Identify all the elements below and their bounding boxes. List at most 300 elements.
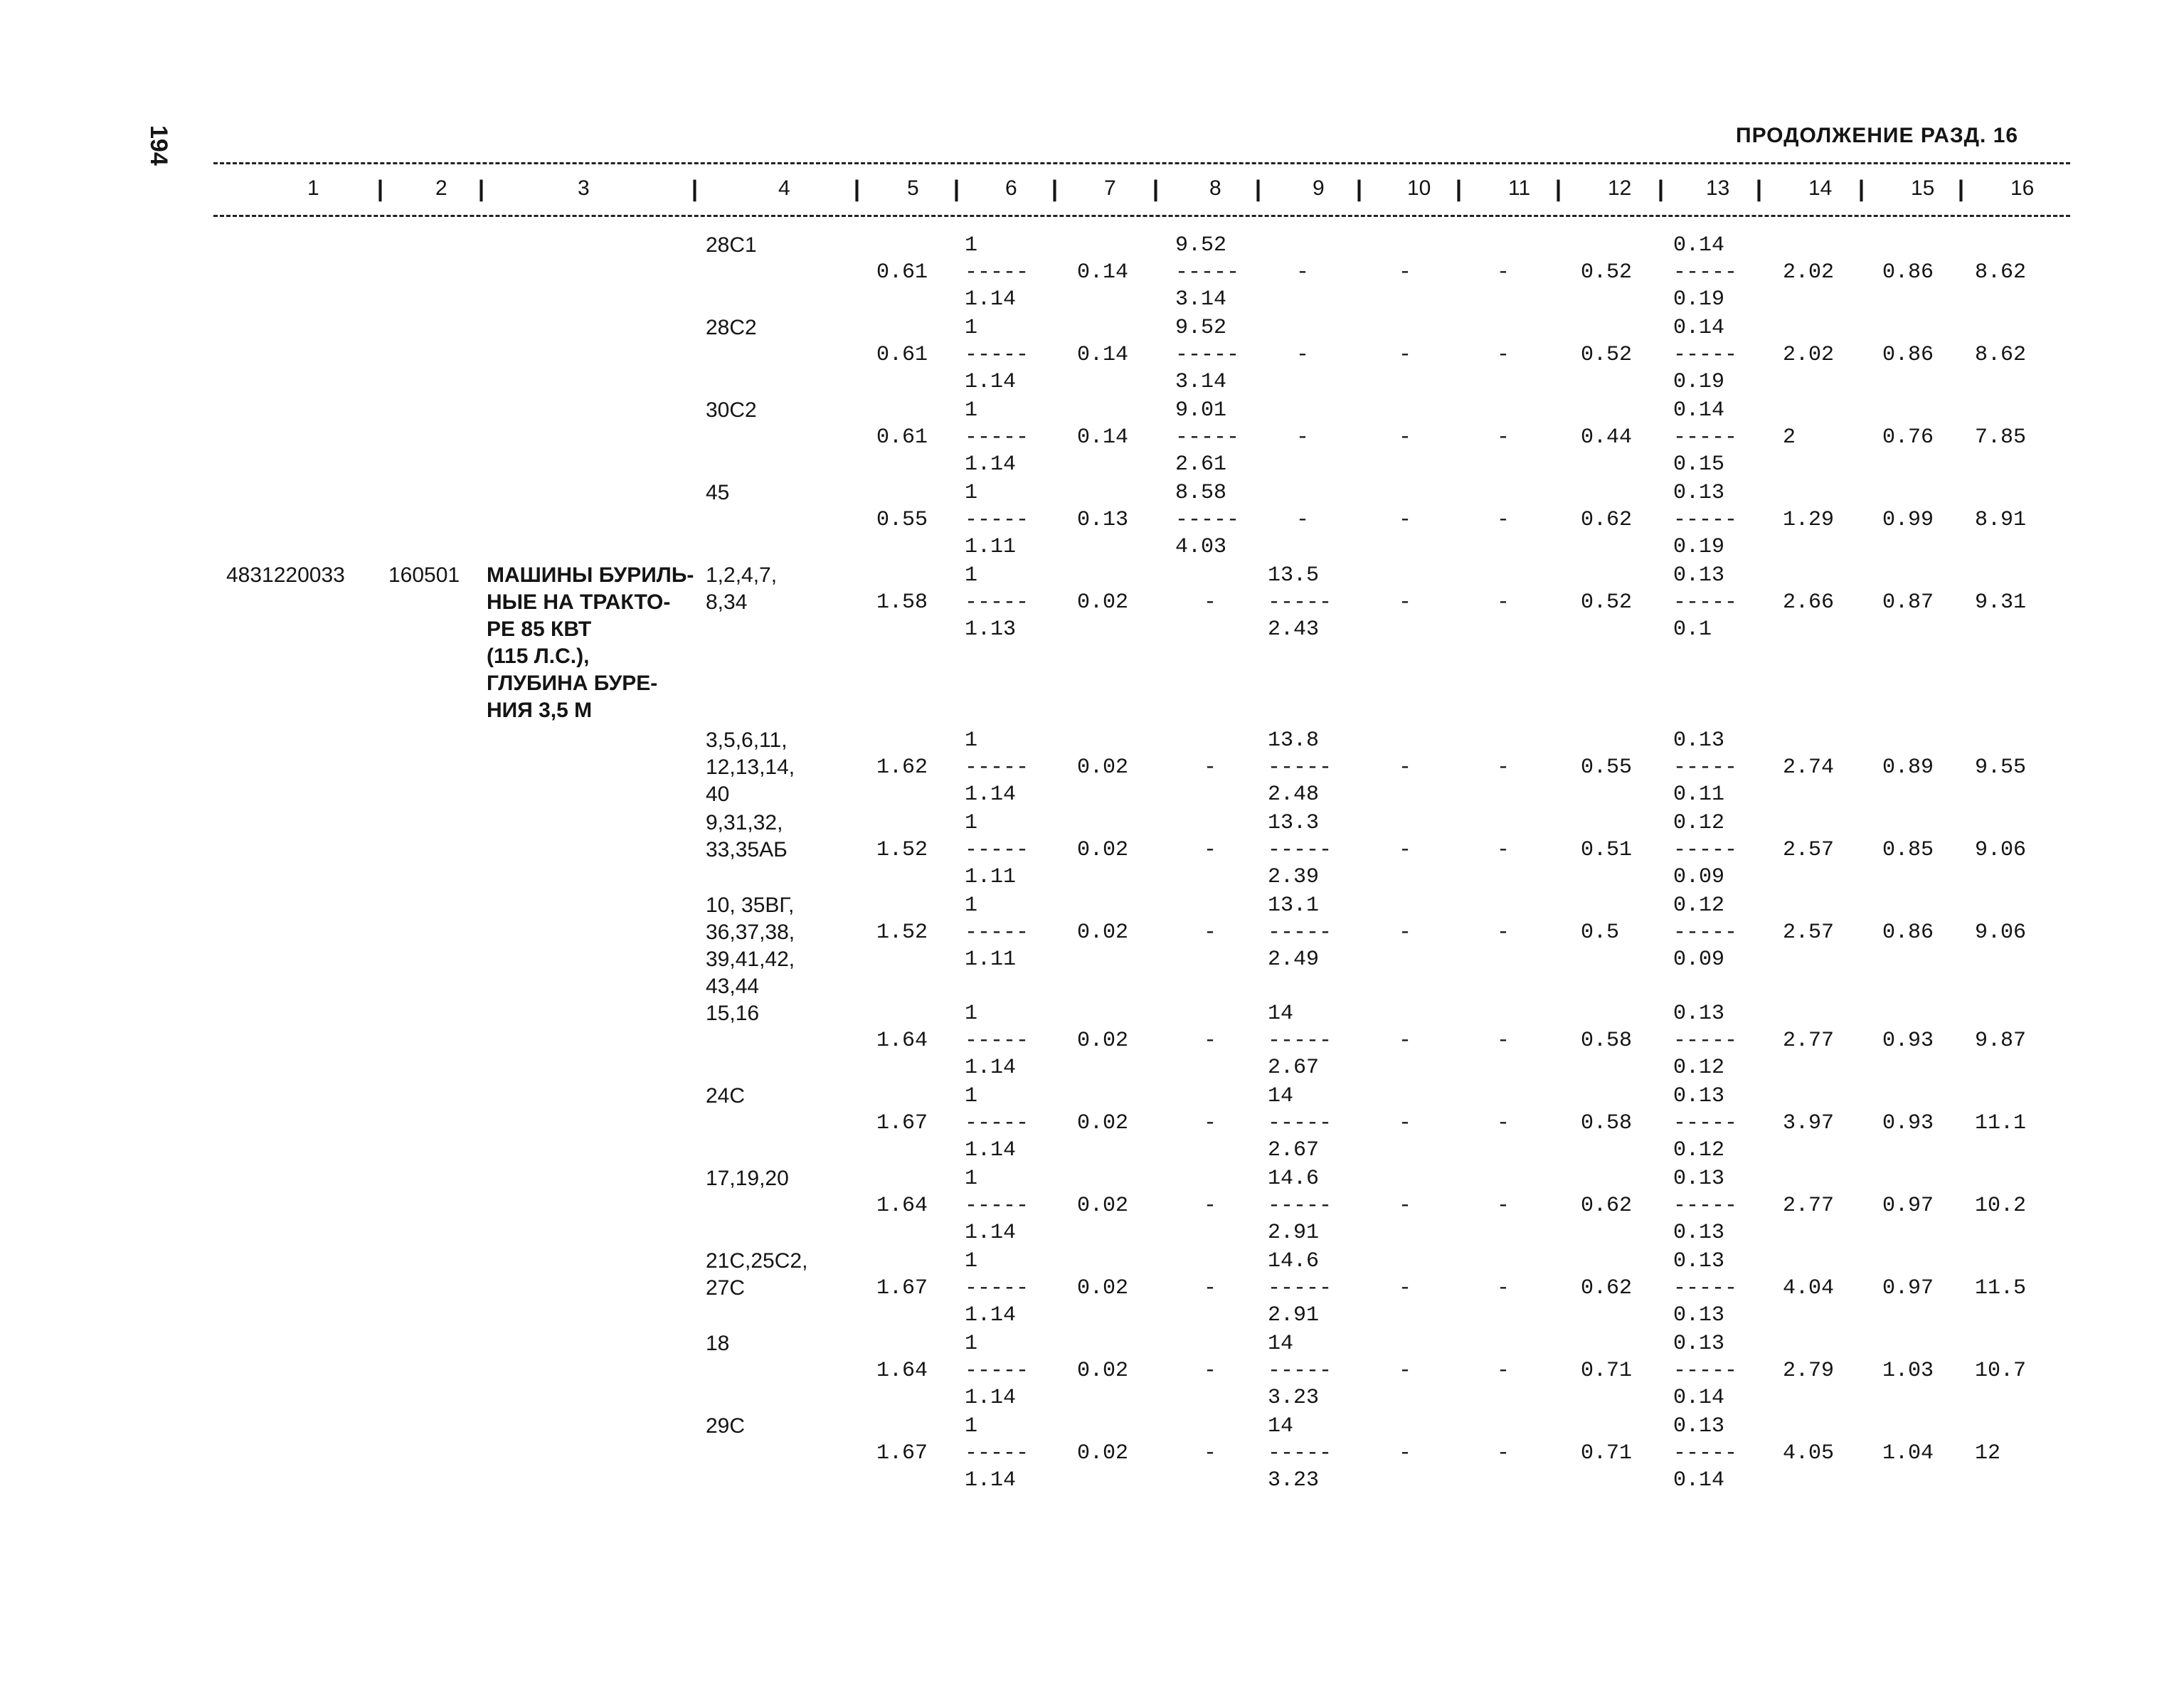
- cell-col9-fraction: 14.6: [1268, 1167, 1320, 1191]
- cell-col13-fraction: -----: [1673, 1194, 1738, 1218]
- cell-col6-fraction: 1: [965, 233, 978, 258]
- cell-col9-fraction: 2.67: [1268, 1138, 1320, 1162]
- cell-col13-fraction: 0.12: [1673, 893, 1725, 918]
- cell-col10: -: [1399, 921, 1412, 945]
- header-col-9: 9: [1313, 176, 1325, 200]
- cell-col8-fraction: -----: [1175, 425, 1240, 450]
- cell-machine-ref: 28С2: [706, 316, 757, 339]
- cell-machine-ref: 45: [706, 481, 730, 504]
- cell-col9-fraction: 14: [1268, 1332, 1294, 1356]
- cell-col13-fraction: 0.19: [1673, 535, 1725, 559]
- cell-col9-fraction: 13.8: [1268, 728, 1320, 753]
- cell-col13-fraction: -----: [1673, 1276, 1738, 1300]
- cell-col6-fraction: -----: [965, 343, 1029, 367]
- cell-col9-fraction: -----: [1268, 755, 1332, 780]
- cell-col6-fraction: -----: [965, 838, 1029, 862]
- continuation-title: ПРОДОЛЖЕНИЕ РАЗД. 16: [1736, 124, 2019, 147]
- cell-col15: 0.93: [1882, 1111, 1934, 1135]
- cell-col13-fraction: 0.13: [1673, 728, 1725, 753]
- cell-col8-fraction: -----: [1175, 508, 1240, 532]
- cell-col13-fraction: 0.13: [1673, 563, 1725, 588]
- cell-col6-fraction: 1.14: [965, 1221, 1017, 1245]
- header-col-13: 13: [1706, 176, 1730, 200]
- cell-col6-fraction: 1.14: [965, 783, 1017, 807]
- cell-col14: 2.02: [1783, 343, 1835, 367]
- cell-col11: -: [1497, 260, 1510, 285]
- header-bottom-rule: [213, 215, 2070, 217]
- cell-machine-ref: 21С,25С2,: [706, 1249, 808, 1273]
- cell-col6-fraction: 1: [965, 563, 978, 588]
- cell-machine-ref: 18: [706, 1332, 730, 1355]
- cell-col13-fraction: 0.13: [1673, 1002, 1725, 1026]
- cell-col13-fraction: 0.13: [1673, 1414, 1725, 1438]
- cell-machine-ref: 1,2,4,7,: [706, 563, 778, 587]
- cell-col7: 0.13: [1077, 508, 1129, 532]
- cell-col8-fraction: -----: [1175, 260, 1240, 285]
- cell-col6-fraction: 1: [965, 728, 978, 753]
- cell-col8-fraction: -----: [1175, 343, 1240, 367]
- cell-col11: -: [1497, 590, 1510, 615]
- cell-col13-fraction: -----: [1673, 1441, 1738, 1465]
- cell-col13-fraction: 0.14: [1673, 1386, 1725, 1410]
- cell-col9-fraction: -----: [1268, 1029, 1332, 1053]
- cell-col13-fraction: 0.13: [1673, 1221, 1725, 1245]
- cell-col8-fraction: -: [1204, 590, 1217, 615]
- cell-col6-fraction: 1.11: [965, 865, 1017, 889]
- page-number: 194: [145, 125, 172, 166]
- cell-col5: 1.67: [876, 1276, 928, 1300]
- cell-col11: -: [1497, 1194, 1510, 1218]
- header-separator: |: [1051, 176, 1058, 201]
- cell-col6-fraction: 1: [965, 1167, 978, 1191]
- cell-col15: 0.86: [1882, 921, 1934, 945]
- cell-col11: -: [1497, 755, 1510, 780]
- cell-col15: 0.93: [1882, 1029, 1934, 1053]
- cell-col8-fraction: 9.52: [1175, 316, 1227, 340]
- cell-col10: -: [1399, 260, 1412, 285]
- cell-col5: 1.64: [876, 1029, 928, 1053]
- cell-col13-fraction: -----: [1673, 1029, 1738, 1053]
- cell-col6-fraction: 1.14: [965, 287, 1017, 312]
- header-top-rule: [213, 162, 2070, 164]
- cell-col13-fraction: 0.15: [1673, 452, 1725, 477]
- cell-col9-fraction: -----: [1268, 1111, 1332, 1135]
- cell-machine-ref: 24С: [706, 1084, 746, 1108]
- cell-col13-fraction: 0.13: [1673, 1303, 1725, 1327]
- cell-col9-fraction: 13.5: [1268, 563, 1320, 588]
- cell-col16: 8.62: [1975, 260, 2027, 285]
- cell-col13-fraction: -----: [1673, 1359, 1738, 1383]
- cell-col14: 2.77: [1783, 1194, 1835, 1218]
- cell-col9-fraction: 14: [1268, 1084, 1294, 1108]
- cell-col12: 0.62: [1581, 1194, 1633, 1218]
- cell-col6-fraction: 1.14: [965, 1138, 1017, 1162]
- cell-machine-ref: 29С: [706, 1414, 746, 1438]
- cell-col15: 0.97: [1882, 1194, 1934, 1218]
- cell-col12: 0.58: [1581, 1029, 1633, 1053]
- cell-col8-fraction: -: [1204, 1111, 1217, 1135]
- header-col-3: 3: [578, 176, 590, 200]
- cell-col12: 0.52: [1581, 590, 1633, 615]
- cell-col7: 0.02: [1077, 1194, 1129, 1218]
- cell-col16: 10.7: [1975, 1359, 2027, 1383]
- cell-col6-fraction: -----: [965, 425, 1029, 450]
- cell-col8-fraction: -: [1204, 755, 1217, 780]
- cell-col6-fraction: -----: [965, 260, 1029, 285]
- cell-col6-fraction: 1.14: [965, 1468, 1017, 1492]
- cell-col16: 9.06: [1975, 921, 2027, 945]
- cell-col6-fraction: 1.14: [965, 1303, 1017, 1327]
- header-separator: |: [1255, 176, 1261, 201]
- cell-col9-fraction: 2.39: [1268, 865, 1320, 889]
- cell-machine-ref: 3,5,6,11,: [706, 728, 788, 752]
- cell-col7: 0.02: [1077, 838, 1129, 862]
- cell-machine-ref: 33,35АБ: [706, 838, 788, 861]
- cell-col11: -: [1497, 838, 1510, 862]
- cell-col16: 9.06: [1975, 838, 2027, 862]
- description-line: РЕ 85 КВТ: [487, 617, 592, 641]
- cell-col5: 1.64: [876, 1359, 928, 1383]
- cell-col9-fraction: 3.23: [1268, 1468, 1320, 1492]
- cell-col13-fraction: -----: [1673, 260, 1738, 285]
- cell-col6-fraction: -----: [965, 1359, 1029, 1383]
- cell-col6-fraction: 1.14: [965, 370, 1017, 394]
- cell-col11: -: [1497, 425, 1510, 450]
- header-col-16: 16: [2010, 176, 2035, 200]
- cell-col13-fraction: -----: [1673, 425, 1738, 450]
- cell-col6-fraction: -----: [965, 755, 1029, 780]
- cell-col14: 2.02: [1783, 260, 1835, 285]
- header-col-8: 8: [1209, 176, 1221, 200]
- cell-col13-fraction: 0.13: [1673, 481, 1725, 505]
- header-separator: |: [1555, 176, 1562, 201]
- cell-col9-fraction: -----: [1268, 921, 1332, 945]
- cell-col15: 0.97: [1882, 1276, 1934, 1300]
- cell-col7: 0.02: [1077, 755, 1129, 780]
- cell-col10: -: [1399, 343, 1412, 367]
- cell-col13-fraction: 0.12: [1673, 1056, 1725, 1080]
- cell-col6-fraction: -----: [965, 508, 1029, 532]
- header-separator: |: [1756, 176, 1762, 201]
- cell-col13-fraction: -----: [1673, 343, 1738, 367]
- cell-col5: 1.52: [876, 838, 928, 862]
- cell-col9-fraction: -: [1296, 508, 1310, 532]
- cell-col5: 1.58: [876, 590, 928, 615]
- cell-machine-ref: 9,31,32,: [706, 811, 783, 834]
- cell-col6-fraction: -----: [965, 1441, 1029, 1465]
- cell-col14: 2: [1783, 425, 1796, 450]
- cell-col14: 2.74: [1783, 755, 1835, 780]
- cell-col11: -: [1497, 1359, 1510, 1383]
- description-line: (115 Л.С.),: [487, 645, 590, 668]
- cell-col8-fraction: -: [1204, 838, 1217, 862]
- header-col-14: 14: [1808, 176, 1833, 200]
- cell-col14: 3.97: [1783, 1111, 1835, 1135]
- cell-col13-fraction: -----: [1673, 755, 1738, 780]
- cell-col13-fraction: -----: [1673, 1111, 1738, 1135]
- cell-col6-fraction: 1: [965, 1084, 978, 1108]
- cell-col8-fraction: 9.01: [1175, 398, 1227, 423]
- cell-col16: 7.85: [1975, 425, 2027, 450]
- cell-col10: -: [1399, 1276, 1412, 1300]
- cell-col16: 11.5: [1975, 1276, 2027, 1300]
- cell-col6-fraction: 1.11: [965, 948, 1017, 972]
- cell-col9-fraction: -----: [1268, 1194, 1332, 1218]
- header-col-12: 12: [1608, 176, 1632, 200]
- cell-col15: 0.87: [1882, 590, 1934, 615]
- cell-col13-fraction: 0.09: [1673, 948, 1725, 972]
- cell-col13-fraction: 0.12: [1673, 1138, 1725, 1162]
- cell-col15: 1.03: [1882, 1359, 1934, 1383]
- cell-col6-fraction: -----: [965, 1029, 1029, 1053]
- cell-col9-fraction: -: [1296, 343, 1310, 367]
- cell-col6-fraction: 1: [965, 481, 978, 505]
- cell-col7: 0.02: [1077, 921, 1129, 945]
- cell-col8-fraction: -: [1204, 921, 1217, 945]
- cell-machine-ref: 43,44: [706, 975, 760, 998]
- cell-col9-fraction: 2.43: [1268, 617, 1320, 642]
- cell-col14: 4.05: [1783, 1441, 1835, 1465]
- cell-col14: 2.77: [1783, 1029, 1835, 1053]
- cell-col15: 0.86: [1882, 260, 1934, 285]
- cell-col13-fraction: 0.14: [1673, 316, 1725, 340]
- cell-col11: -: [1497, 343, 1510, 367]
- cell-col12: 0.52: [1581, 343, 1633, 367]
- cell-col7: 0.02: [1077, 1111, 1129, 1135]
- cell-col10: -: [1399, 1194, 1412, 1218]
- cell-col9-fraction: 3.23: [1268, 1386, 1320, 1410]
- cell-col16: 9.55: [1975, 755, 2027, 780]
- cell-col6-fraction: 1: [965, 1414, 978, 1438]
- header-separator: |: [1658, 176, 1664, 201]
- cell-col15: 0.86: [1882, 343, 1934, 367]
- cell-col13-fraction: 0.14: [1673, 1468, 1725, 1492]
- cell-col12: 0.55: [1581, 755, 1633, 780]
- cell-col9-fraction: 14: [1268, 1002, 1294, 1026]
- cell-col9-fraction: 2.49: [1268, 948, 1320, 972]
- cell-col10: -: [1399, 1029, 1412, 1053]
- cell-col6-fraction: 1: [965, 893, 978, 918]
- cell-col7: 0.14: [1077, 425, 1129, 450]
- cell-col5: 0.61: [876, 343, 928, 367]
- cell-machine-ref: 15,16: [706, 1002, 760, 1025]
- cell-col7: 0.02: [1077, 1276, 1129, 1300]
- cell-col12: 0.58: [1581, 1111, 1633, 1135]
- cell-col7: 0.02: [1077, 590, 1129, 615]
- cell-machine-ref: 39,41,42,: [706, 948, 795, 971]
- header-separator: |: [1858, 176, 1865, 201]
- cell-col10: -: [1399, 755, 1412, 780]
- cell-col6-fraction: 1: [965, 1249, 978, 1273]
- cell-machine-ref: 10, 35ВГ,: [706, 893, 795, 917]
- cell-col5: 1.64: [876, 1194, 928, 1218]
- cell-col8-fraction: -: [1204, 1359, 1217, 1383]
- cell-col9-fraction: 2.91: [1268, 1303, 1320, 1327]
- cell-col5: 1.62: [876, 755, 928, 780]
- cell-col15: 0.76: [1882, 425, 1934, 450]
- cell-col12: 0.71: [1581, 1441, 1633, 1465]
- header-col-7: 7: [1104, 176, 1116, 200]
- cell-col15: 1.04: [1882, 1441, 1934, 1465]
- cell-col6-fraction: 1.14: [965, 1386, 1017, 1410]
- cell-col6-fraction: 1: [965, 1332, 978, 1356]
- cell-machine-ref: 40: [706, 783, 730, 806]
- cell-col8-fraction: -: [1204, 1194, 1217, 1218]
- cell-col12: 0.5: [1581, 921, 1620, 945]
- cell-col9-fraction: 2.91: [1268, 1221, 1320, 1245]
- cell-col6-fraction: 1: [965, 316, 978, 340]
- resource-code: 160501: [388, 563, 460, 587]
- cell-col10: -: [1399, 425, 1412, 450]
- cell-col5: 0.61: [876, 425, 928, 450]
- cell-col14: 4.04: [1783, 1276, 1835, 1300]
- cell-col13-fraction: -----: [1673, 921, 1738, 945]
- cell-col15: 0.85: [1882, 838, 1934, 862]
- cell-col10: -: [1399, 1359, 1412, 1383]
- cell-col16: 8.62: [1975, 343, 2027, 367]
- cell-col11: -: [1497, 508, 1510, 532]
- cell-col15: 0.89: [1882, 755, 1934, 780]
- description-line: НИЯ 3,5 М: [487, 699, 593, 722]
- product-code: 4831220033: [226, 563, 345, 587]
- cell-col13-fraction: 0.13: [1673, 1249, 1725, 1273]
- cell-col14: 1.29: [1783, 508, 1835, 532]
- cell-machine-ref: 30С2: [706, 398, 757, 422]
- cell-col6-fraction: 1: [965, 398, 978, 423]
- cell-col9-fraction: 13.3: [1268, 811, 1320, 835]
- cell-col13-fraction: 0.13: [1673, 1084, 1725, 1108]
- cell-machine-ref: 28С1: [706, 233, 757, 257]
- cell-col9-fraction: 2.48: [1268, 783, 1320, 807]
- cell-col16: 12: [1975, 1441, 2001, 1465]
- cell-col14: 2.57: [1783, 838, 1835, 862]
- cell-col8-fraction: 3.14: [1175, 370, 1227, 394]
- header-separator: |: [691, 176, 698, 201]
- cell-col6-fraction: -----: [965, 1276, 1029, 1300]
- header-col-6: 6: [1005, 176, 1017, 200]
- cell-col13-fraction: 0.14: [1673, 233, 1725, 258]
- cell-col7: 0.02: [1077, 1359, 1129, 1383]
- cell-col13-fraction: 0.19: [1673, 287, 1725, 312]
- header-col-2: 2: [435, 176, 447, 200]
- cell-col9-fraction: -----: [1268, 838, 1332, 862]
- cell-col14: 2.66: [1783, 590, 1835, 615]
- cell-col6-fraction: -----: [965, 590, 1029, 615]
- cell-col12: 0.44: [1581, 425, 1633, 450]
- cell-col16: 8.91: [1975, 508, 2027, 532]
- cell-col13-fraction: 0.11: [1673, 783, 1725, 807]
- cell-col8-fraction: 9.52: [1175, 233, 1227, 258]
- cell-col10: -: [1399, 1441, 1412, 1465]
- cell-col13-fraction: 0.13: [1673, 1167, 1725, 1191]
- cell-col6-fraction: 1.11: [965, 535, 1017, 559]
- header-separator: |: [377, 176, 383, 201]
- cell-col8-fraction: -: [1204, 1276, 1217, 1300]
- cell-col7: 0.02: [1077, 1441, 1129, 1465]
- cell-col13-fraction: 0.1: [1673, 617, 1712, 642]
- cell-machine-ref: 8,34: [706, 590, 748, 614]
- cell-col13-fraction: -----: [1673, 590, 1738, 615]
- cell-col9-fraction: -----: [1268, 1276, 1332, 1300]
- cell-col11: -: [1497, 1276, 1510, 1300]
- header-col-15: 15: [1911, 176, 1935, 200]
- cell-col10: -: [1399, 1111, 1412, 1135]
- cell-col16: 9.31: [1975, 590, 2027, 615]
- cell-col9-fraction: 2.67: [1268, 1056, 1320, 1080]
- cell-col5: 0.61: [876, 260, 928, 285]
- cell-col7: 0.14: [1077, 343, 1129, 367]
- cell-col5: 1.67: [876, 1441, 928, 1465]
- cell-col12: 0.62: [1581, 1276, 1633, 1300]
- header-col-11: 11: [1508, 176, 1531, 200]
- cell-col13-fraction: -----: [1673, 508, 1738, 532]
- cell-col13-fraction: 0.13: [1673, 1332, 1725, 1356]
- cell-col15: 0.99: [1882, 508, 1934, 532]
- cell-col8-fraction: 8.58: [1175, 481, 1227, 505]
- cell-col10: -: [1399, 590, 1412, 615]
- cell-col13-fraction: 0.09: [1673, 865, 1725, 889]
- cell-col13-fraction: -----: [1673, 838, 1738, 862]
- header-col-1: 1: [307, 176, 319, 200]
- cell-col8-fraction: 4.03: [1175, 535, 1227, 559]
- cell-col12: 0.71: [1581, 1359, 1633, 1383]
- cell-col8-fraction: 3.14: [1175, 287, 1227, 312]
- description-line: МАШИНЫ БУРИЛЬ-: [487, 563, 694, 587]
- cell-col14: 2.79: [1783, 1359, 1835, 1383]
- cell-machine-ref: 12,13,14,: [706, 755, 795, 779]
- cell-col11: -: [1497, 921, 1510, 945]
- header-separator: |: [1958, 176, 1964, 201]
- cell-machine-ref: 17,19,20: [706, 1167, 789, 1190]
- cell-col13-fraction: 0.19: [1673, 370, 1725, 394]
- cell-col5: 0.55: [876, 508, 928, 532]
- cell-machine-ref: 36,37,38,: [706, 921, 795, 944]
- header-col-4: 4: [778, 176, 790, 200]
- header-separator: |: [1152, 176, 1159, 201]
- header-separator: |: [854, 176, 860, 201]
- cell-col9-fraction: -----: [1268, 590, 1332, 615]
- cell-col13-fraction: 0.14: [1673, 398, 1725, 423]
- cell-col6-fraction: -----: [965, 1194, 1029, 1218]
- cell-col6-fraction: 1.14: [965, 1056, 1017, 1080]
- header-separator: |: [478, 176, 484, 201]
- header-separator: |: [953, 176, 960, 201]
- cell-col14: 2.57: [1783, 921, 1835, 945]
- cell-col9-fraction: -: [1296, 260, 1310, 285]
- cell-col16: 10.2: [1975, 1194, 2027, 1218]
- header-col-10: 10: [1407, 176, 1431, 200]
- cell-col13-fraction: 0.12: [1673, 811, 1725, 835]
- header-separator: |: [1456, 176, 1462, 201]
- header-col-5: 5: [907, 176, 919, 200]
- cell-col16: 9.87: [1975, 1029, 2027, 1053]
- cell-col11: -: [1497, 1029, 1510, 1053]
- cell-col16: 11.1: [1975, 1111, 2027, 1135]
- cell-col10: -: [1399, 508, 1412, 532]
- cell-col11: -: [1497, 1441, 1510, 1465]
- cell-col11: -: [1497, 1111, 1510, 1135]
- cell-col9-fraction: 14: [1268, 1414, 1294, 1438]
- cell-col6-fraction: 1: [965, 1002, 978, 1026]
- cell-col8-fraction: -: [1204, 1029, 1217, 1053]
- cell-col7: 0.14: [1077, 260, 1129, 285]
- cell-col7: 0.02: [1077, 1029, 1129, 1053]
- cell-col5: 1.52: [876, 921, 928, 945]
- cell-col6-fraction: -----: [965, 921, 1029, 945]
- cell-col8-fraction: -: [1204, 1441, 1217, 1465]
- cell-col9-fraction: 13.1: [1268, 893, 1320, 918]
- cell-machine-ref: 27С: [706, 1276, 746, 1300]
